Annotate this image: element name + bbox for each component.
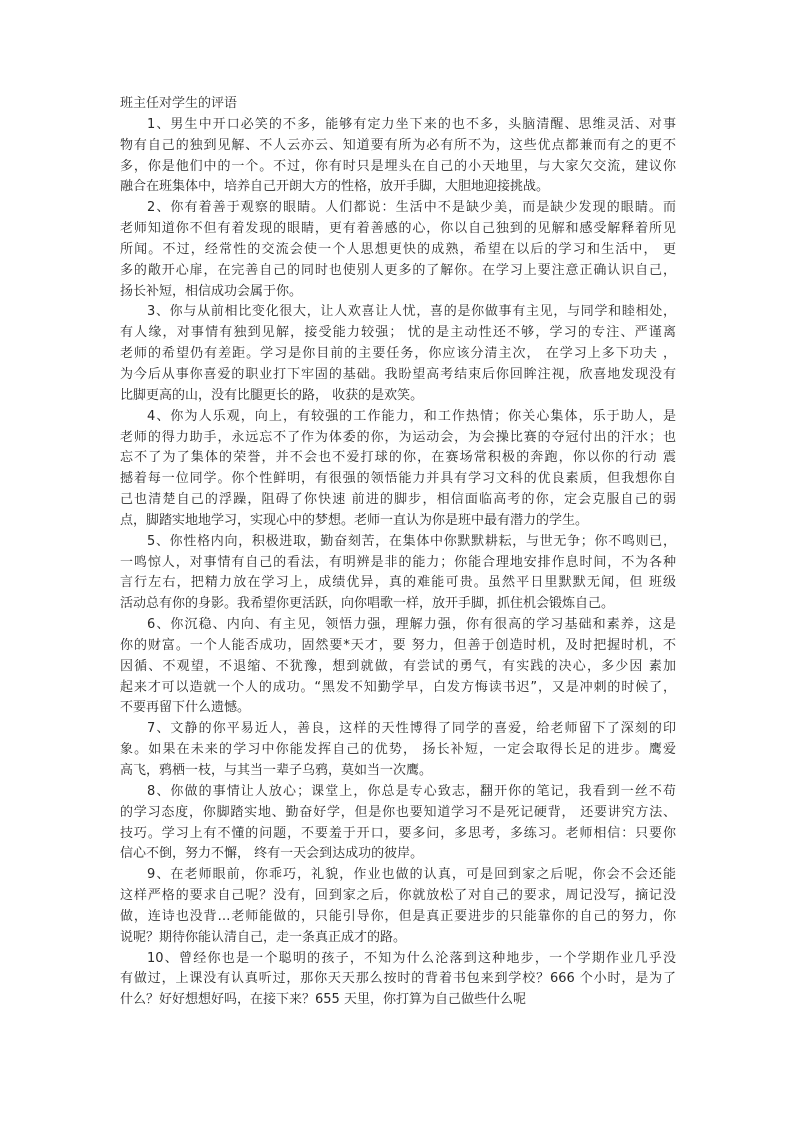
paragraph-line: 信心不倒，努力不懈， 终有一天会到达成功的彼岸。: [120, 846, 424, 862]
paragraph-line: 4、你为人乐观，向上，有较强的工作能力，和工作热情；你关心集体，乐于助人，是: [147, 408, 676, 424]
comment-paragraph: [120, 949, 676, 1012]
paragraph-line: 不要再留下什么遗憾。: [120, 700, 251, 716]
paragraph-line: 言行左右，把精力放在学习上，成绩优异，真的难能可贵。虽然平日里默默无闻，但 班级: [120, 575, 676, 591]
paragraph-line: 点，脚踏实地地学习，实现心中的梦想。老师一直认为你是班中最有潜力的学生。: [120, 512, 589, 528]
paragraph-line: 9、在老师眼前，你乖巧，礼貌，作业也做的认真，可是回到家之后呢，你会不会还能: [147, 867, 676, 883]
paragraph-line: 为今后从事你喜爱的职业打下牢固的基础。我盼望高考结束后你回眸注视，欣喜地发现没有: [120, 366, 676, 382]
comment-paragraph: [120, 782, 676, 865]
paragraph-line: 比脚更高的山，没有比腿更长的路， 收获的是欢笑。: [120, 387, 424, 403]
comments-body: [120, 115, 676, 1011]
paragraph-line: 什么？好好想想好吗，在接下来？655 天里，你打算为自己做些什么呢: [120, 992, 526, 1008]
paragraph-line: 一鸣惊人，对事情有自己的看法，有明辨是非的能力；你能合理地安排作息时间，不为各种: [120, 554, 676, 570]
document: [120, 94, 676, 1011]
paragraph-line: 所闻。不过，经常性的交流会使一个人思想更快的成熟，希望在以后的学习和生活中， 更: [120, 241, 676, 257]
comment-paragraph: [120, 532, 676, 615]
paragraph-line: 做，连诗也没背…老师能做的，只能引导你，但是真正要进步的只能靠你的自己的努力，你: [120, 908, 676, 924]
paragraph-line: 的学习态度，你脚踏实地、勤奋好学，但是你也要知道学习不是死记硬背， 还要讲究方法、: [120, 804, 676, 820]
paragraph-line: 扬长补短，相信成功会属于你。: [120, 283, 303, 299]
paragraph-line: 这样严格的要求自己呢？没有，回到家之后，你就放松了对自己的要求，周记没写，摘记没: [120, 888, 676, 904]
paragraph-line: 己也清楚自己的浮躁，阻碍了你快速 前进的脚步，相信面临高考的你，定会克服自己的弱: [120, 492, 676, 508]
paragraph-line: 忘不了为了集体的荣誉，并不会也不爱打球的你，在赛场常积极的奔跑，你以你的行动 震: [120, 450, 676, 466]
comment-paragraph: [120, 198, 676, 302]
paragraph-line: 技巧。学习上有不懂的问题，不要羞于开口，要多问，多思考，多练习。老师相信：只要你: [120, 825, 676, 841]
comment-paragraph: [120, 407, 676, 532]
paragraph-line: 老师知道你不但有着发现的眼睛，更有着善感的心，你以自己独到的见解和感受解释着所见: [120, 221, 676, 237]
paragraph-line: 物有自己的独到见解、不人云亦云、知道要有所为必有所不为，这些优点都兼而有之的更不: [120, 137, 676, 153]
paragraph-line: 高飞，鸦栖一枝，与其当一辈子乌鸦，莫如当一次鹰。: [120, 763, 433, 778]
paragraph-line: 活动总有你的身影。我希望你更活跃，向你唱歌一样，放开手脚，抓住机会锻炼自己。: [120, 596, 615, 612]
paragraph-line: 2、你有着善于观察的眼睛。人们都说：生活中不是缺少美，而是缺少发现的眼睛。而: [147, 200, 676, 216]
paragraph-line: 因循、不观望，不退缩、不犹豫，想到就做，有尝试的勇气，有实践的决心，多少因 素加: [120, 658, 676, 674]
paragraph-line: 撼着每一位同学。你个性鲜明，有很强的领悟能力并具有学习文科的优良素质，但我想你自: [120, 471, 676, 487]
document-title: 班主任对学生的评语: [120, 96, 238, 111]
paragraph-line: 起来才可以造就一个人的成功。“黑发不知勤学早，白发方悔读书迟”，又是冲刺的时候了，: [120, 679, 676, 695]
paragraph-line: 老师的得力助手，永远忘不了作为体委的你，为运动会，为会操比赛的夺冠付出的汗水；也: [120, 429, 676, 445]
comment-paragraph: [120, 615, 676, 719]
paragraph-line: 你的财富。一个人能否成功，固然要*天才，要 努力，但善于创造时机，及时把握时机，不: [120, 637, 676, 653]
paragraph-line: 老师的希望仍有差距。学习是你目前的主要任务，你应该分清主次， 在学习上多下功夫 ，: [120, 346, 676, 362]
paragraph-line: 1、男生中开口必笑的不多，能够有定力坐下来的也不多，头脑清醒、思维灵活、对事: [147, 116, 676, 132]
paragraph-line: 7、文静的你平易近人，善良，这样的天性博得了同学的喜爱，给老师留下了深刻的印: [147, 721, 676, 737]
paragraph-line: 有人缘，对事情有独到见解，接受能力较强； 忧的是主动性还不够，学习的专注、严谨离: [120, 325, 676, 341]
paragraph-line: 象。如果在未来的学习中你能发挥自己的优势， 扬长补短，一定会取得长足的进步。鹰爱: [120, 742, 676, 758]
paragraph-line: 8、你做的事情让人放心；课堂上，你总是专心致志，翻开你的笔记，我看到一丝不苟: [147, 783, 676, 799]
paragraph-line: 10、曾经你也是一个聪明的孩子，不知为什么沦落到这种地步，一个学期作业几乎没: [147, 950, 676, 966]
comment-paragraph: [120, 719, 676, 782]
comment-paragraph: [120, 115, 676, 198]
comment-paragraph: [120, 302, 676, 406]
comment-paragraph: [120, 865, 676, 948]
paragraph-line: 5、你性格内向，积极进取，勤奋刻苦，在集体中你默默耕耘，与世无争；你不鸣则已，: [147, 533, 676, 549]
paragraph-line: 有做过，上课没有认真听过，那你天天那么按时的背着书包来到学校？666 个小时，是为了: [120, 971, 676, 987]
paragraph-line: 说呢？期待你能认清自己，走一条真正成才的路。: [120, 929, 407, 945]
paragraph-line: 多的敞开心扉，在完善自己的同时也使别人更多的了解你。在学习上要注意正确认识自己，: [120, 262, 676, 278]
paragraph-line: 6、你沉稳、内向、有主见，领悟力强，理解力强，你有很高的学习基础和素养，这是: [147, 617, 676, 633]
paragraph-line: 融合在班集体中，培养自己开朗大方的性格，放开手脚，大胆地迎接挑战。: [120, 179, 550, 195]
paragraph-line: 多，你是他们中的一个。不过，你有时只是埋头在自己的小天地里，与大家欠交流，建议你: [120, 158, 676, 174]
paragraph-line: 3、你与从前相比变化很大，让人欢喜让人忧，喜的是你做事有主见，与同学和睦相处，: [147, 304, 676, 320]
